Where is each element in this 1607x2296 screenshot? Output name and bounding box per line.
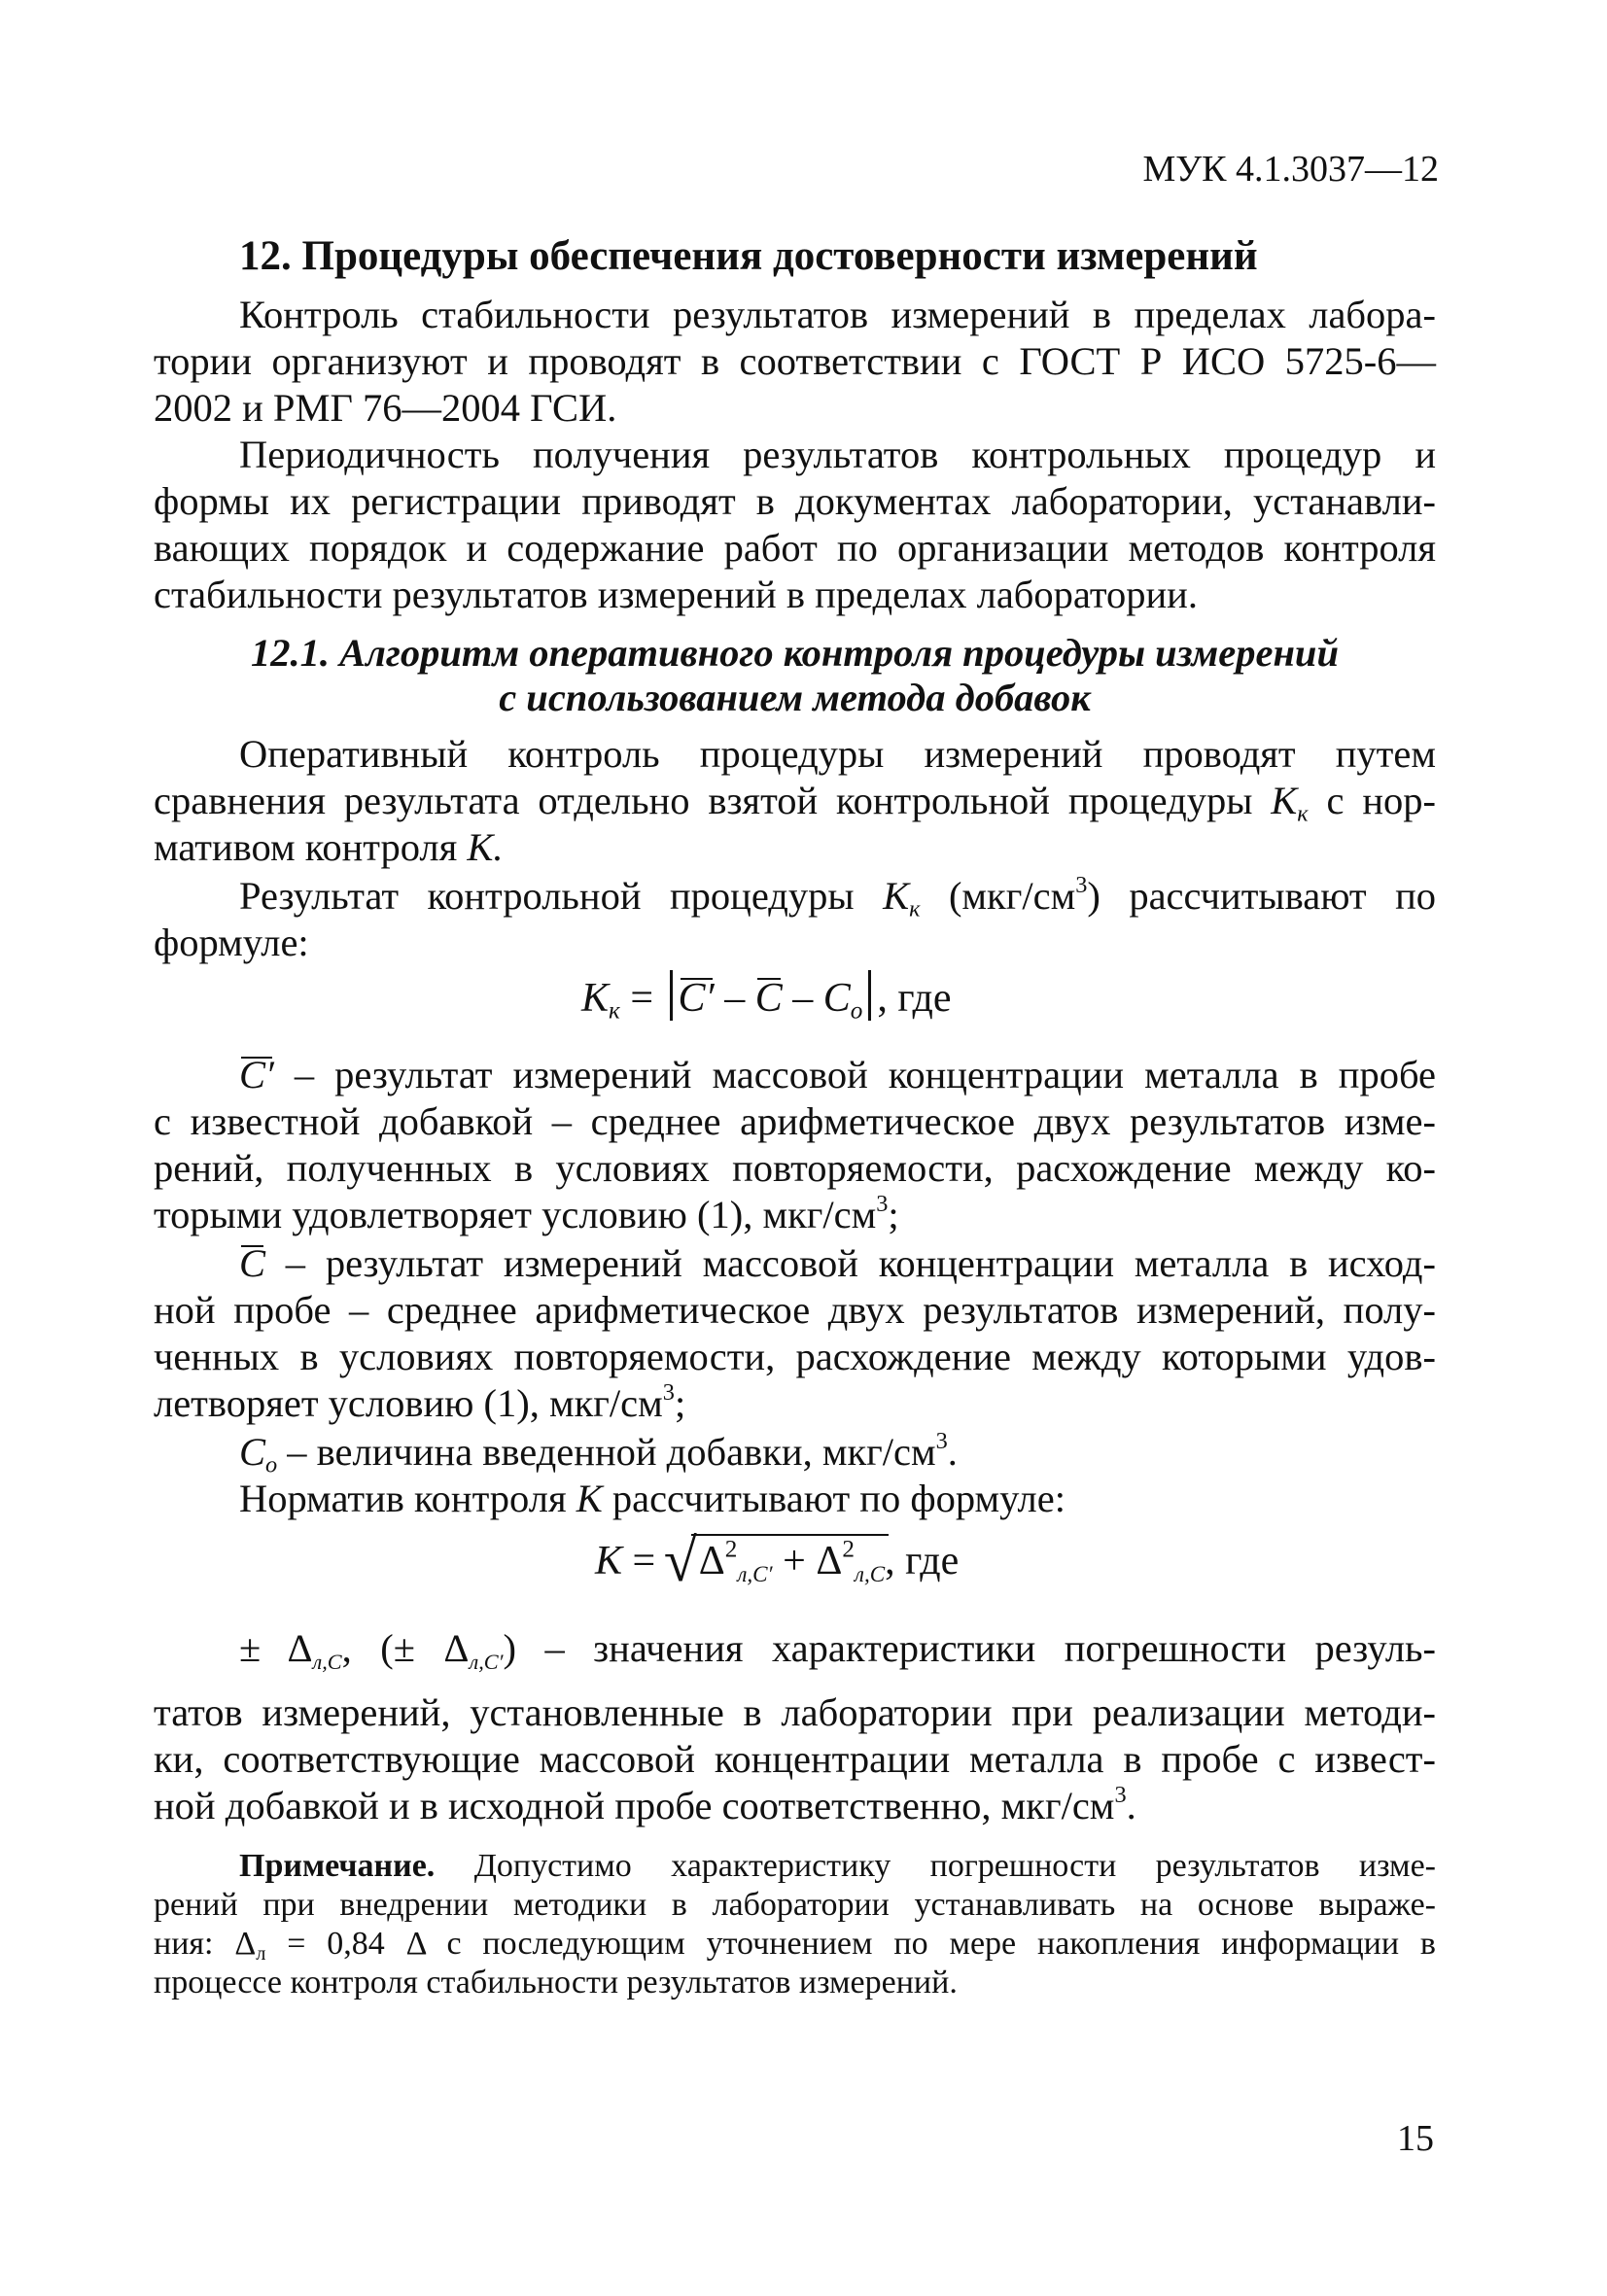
paragraph-line: формы их регистрации приводят в документах лаборатории, устанавли-: [154, 479, 1436, 523]
paragraph-line: Периодичность получения результатов контрольных процедур и: [239, 433, 1436, 476]
paragraph-line: Результат контрольной процедуры $K_к$ $(мкг/см^3)$ рассчитывают по: [239, 872, 1437, 922]
definition-line: C – результат измерений массовой концентрации металла в исход-: [239, 1241, 1436, 1285]
definition-line: ченных в условиях повторяемости, расхождение между которыми удов-: [154, 1335, 1436, 1378]
definition-line: C′ – результат измерений массовой концентрации металла в пробе: [239, 1053, 1436, 1096]
page-number: 15: [1397, 2118, 1434, 2159]
note-line: Примечание. Допустимо характеристику погрешности результатов изме-: [239, 1848, 1436, 1884]
doc-code-header: МУК 4.1.3037—12: [1142, 149, 1439, 190]
formula-kk: $K_к = C' - C - C_о$ , где: [581, 970, 951, 1024]
formula-k: K = √ $\Delta^2л,C' + \Delta^2л,C$, где: [595, 1536, 959, 1599]
definition-line: с известной добавкой – среднее арифметическое двух результатов изме-: [154, 1099, 1436, 1143]
paragraph-line: Контроль стабильности результатов измерений в пределах лабора-: [239, 293, 1436, 336]
note-label: Примечание.: [239, 1848, 436, 1884]
paragraph-line: Оперативный контроль процедуры измерений проводят путем: [239, 732, 1436, 776]
definition-line: ной пробе – среднее арифметическое двух результатов измерений, полу-: [154, 1288, 1436, 1332]
definition-line: $C_о$ – величина введенной добавки, мкг/$см^3$.: [239, 1428, 958, 1478]
definition-line: рений, полученных в условиях повторяемости, расхождение между ко-: [154, 1146, 1436, 1190]
paragraph-line: тории организуют и проводят в соответствии с ГОСТ Р ИСО 5725-6—: [154, 339, 1436, 383]
note-line: рений при внедрении методики в лаборатории устанавливать на основе выраже-: [154, 1887, 1436, 1923]
paragraph-line: татов измерений, установленные в лаборатории при реализации методи-: [154, 1690, 1436, 1734]
paragraph-line: мативом контроля K.: [154, 825, 504, 869]
paragraph-line: ной добавкой и в исходной пробе соответственно, мкг/$см^3$.: [154, 1782, 1136, 1827]
paragraph-line: 2002 и РМГ 76—2004 ГСИ.: [154, 386, 617, 430]
note-line: процессе контроля стабильности результатов измерений.: [154, 1965, 958, 2000]
section-title: 12. Процедуры обеспечения достоверности измерений: [239, 233, 1258, 279]
paragraph-line: ки, соответствующие массовой концентрации металла в пробе с извест-: [154, 1737, 1436, 1781]
definition-line: торыми удовлетворяет условию (1), мкг/$см^3$;: [154, 1191, 899, 1236]
subsection-title: 12.1. Алгоритм оперативного контроля процедуры измерений: [251, 631, 1339, 675]
paragraph-line: ± Δл,C, (± Δл,C′) – значения характеристики погрешности резуль-: [239, 1626, 1436, 1674]
subsection-title: с использованием метода добавок: [499, 676, 1091, 719]
definition-line: летворяет условию (1), мкг/$см^3$;: [154, 1379, 686, 1425]
paragraph-line: формуле:: [154, 921, 309, 964]
paragraph-line: Норматив контроля K рассчитывают по формуле:: [239, 1477, 1066, 1520]
note-line: ния: $\Delta_л = 0,84$ Δ с последующим уточнением по мере накопления информации в: [154, 1926, 1436, 1966]
paragraph-line: сравнения результата отдельно взятой контрольной процедуры $K_к$ с нор-: [154, 779, 1436, 827]
paragraph-line: стабильности результатов измерений в пределах лаборатории.: [154, 573, 1198, 616]
paragraph-line: вающих порядок и содержание работ по организации методов контроля: [154, 526, 1436, 570]
